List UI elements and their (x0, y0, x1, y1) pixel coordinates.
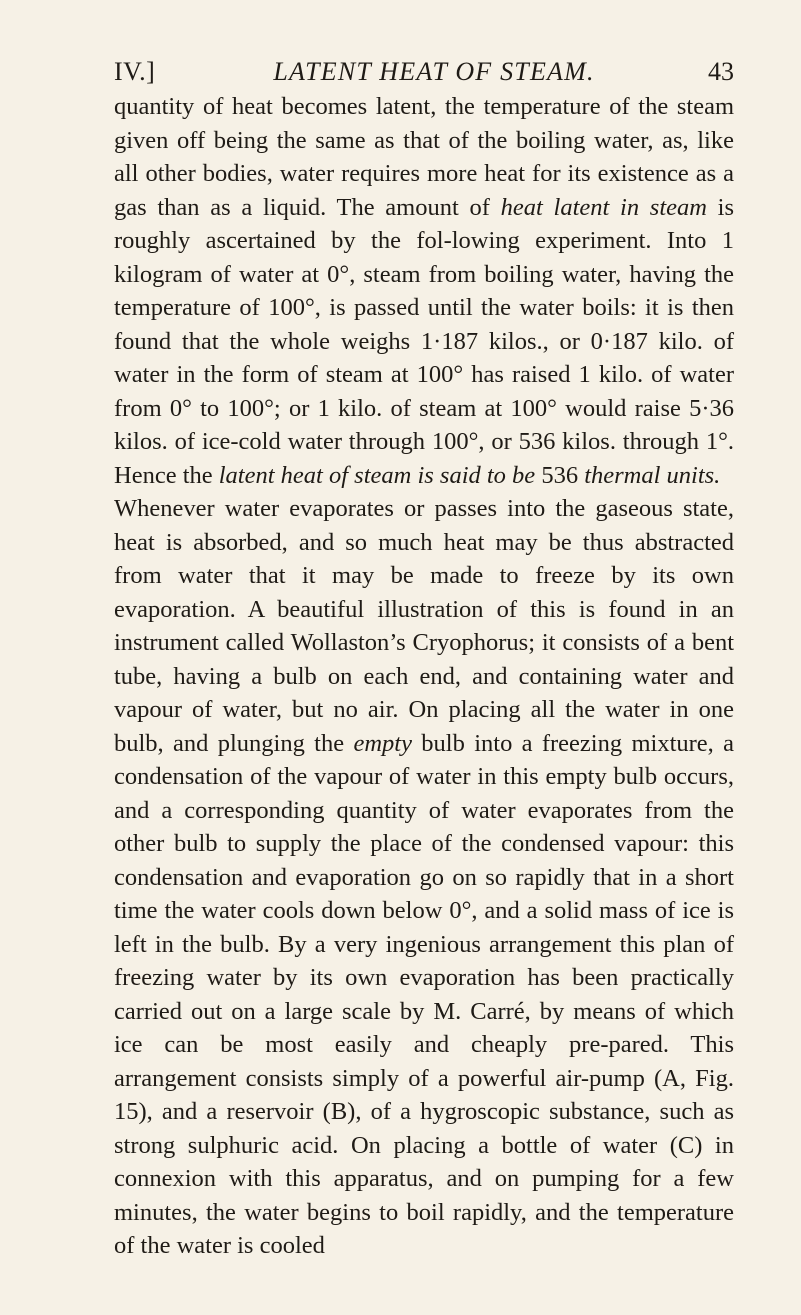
chapter-number: IV.] (114, 57, 156, 86)
text-segment: quantity of heat becomes latent, the temperature of the steam given off being the same as that of the boiling water, as, like all other bodies, water requires more heat for its existence as a gas than as a liquid. The amount of (114, 93, 734, 221)
body-text (114, 90, 734, 1263)
italic-segment: latent heat of steam is said to be (218, 461, 536, 489)
paragraph-evaporation (114, 492, 734, 1263)
paragraph-latent-heat (114, 90, 734, 492)
italic-segment: thermal units. (584, 461, 721, 489)
text-segment: 536 (535, 461, 585, 489)
text-segment: Whenever water evaporates or passes into the gaseous state, heat is absorbed, and so much heat may be thus abstracted from water that it may be made to freeze by its own evaporation. A beautiful illustration of this is found in an instrument called Wollaston’s Cryophorus; it consists of a bent tube, having a bulb on each end, and containing water and vapour of water, but no air. On placing all the water in one bulb, and plunging the (114, 495, 734, 757)
running-head (114, 54, 734, 90)
italic-segment: empty (353, 729, 412, 757)
text-segment: bulb into a freezing mixture, a condensation of the vapour of water in this empty bulb occurs, and a corresponding quantity of water evaporates from the other bulb to supply the place of the condensed vapour: this condensation and evaporation go on so rapidly that in a short time the water cools down below 0°, and a solid mass of ice is left in the bulb. By a very ingenious arrangement this plan of freezing water by its own evaporation has been practically carried out on a large scale by M. Carré, by means of which ice can be most easily and cheaply pre-pared. This arrangement consists simply of a powerful air-pump (A, Fig. 15), and a reservoir (B), of a hygroscopic substance, such as strong sulphuric acid. On placing a bottle of water (C) in connexion with this apparatus, and on pumping for a few minutes, the water begins to boil rapidly, and the temperature of the water is cooled (114, 729, 734, 1259)
page-title: LATENT HEAT OF STEAM. (273, 57, 595, 86)
page-number: 43 (708, 57, 734, 86)
italic-segment: heat latent in steam (500, 193, 707, 221)
text-segment: is roughly ascertained by the fol-lowing experiment. Into 1 kilogram of water at 0°, steam from boiling water, having the temperature of 100°, is passed until the water boils: it is then found that the whole weighs 1·187 kilos., or 0·187 kilo. of water in the form of steam at 100° has raised 1 kilo. of water from 0° to 100°; or 1 kilo. of steam at 100° would raise 5·36 kilos. of ice-cold water through 100°, or 536 kilos. through 1°. Hence the (114, 193, 735, 489)
